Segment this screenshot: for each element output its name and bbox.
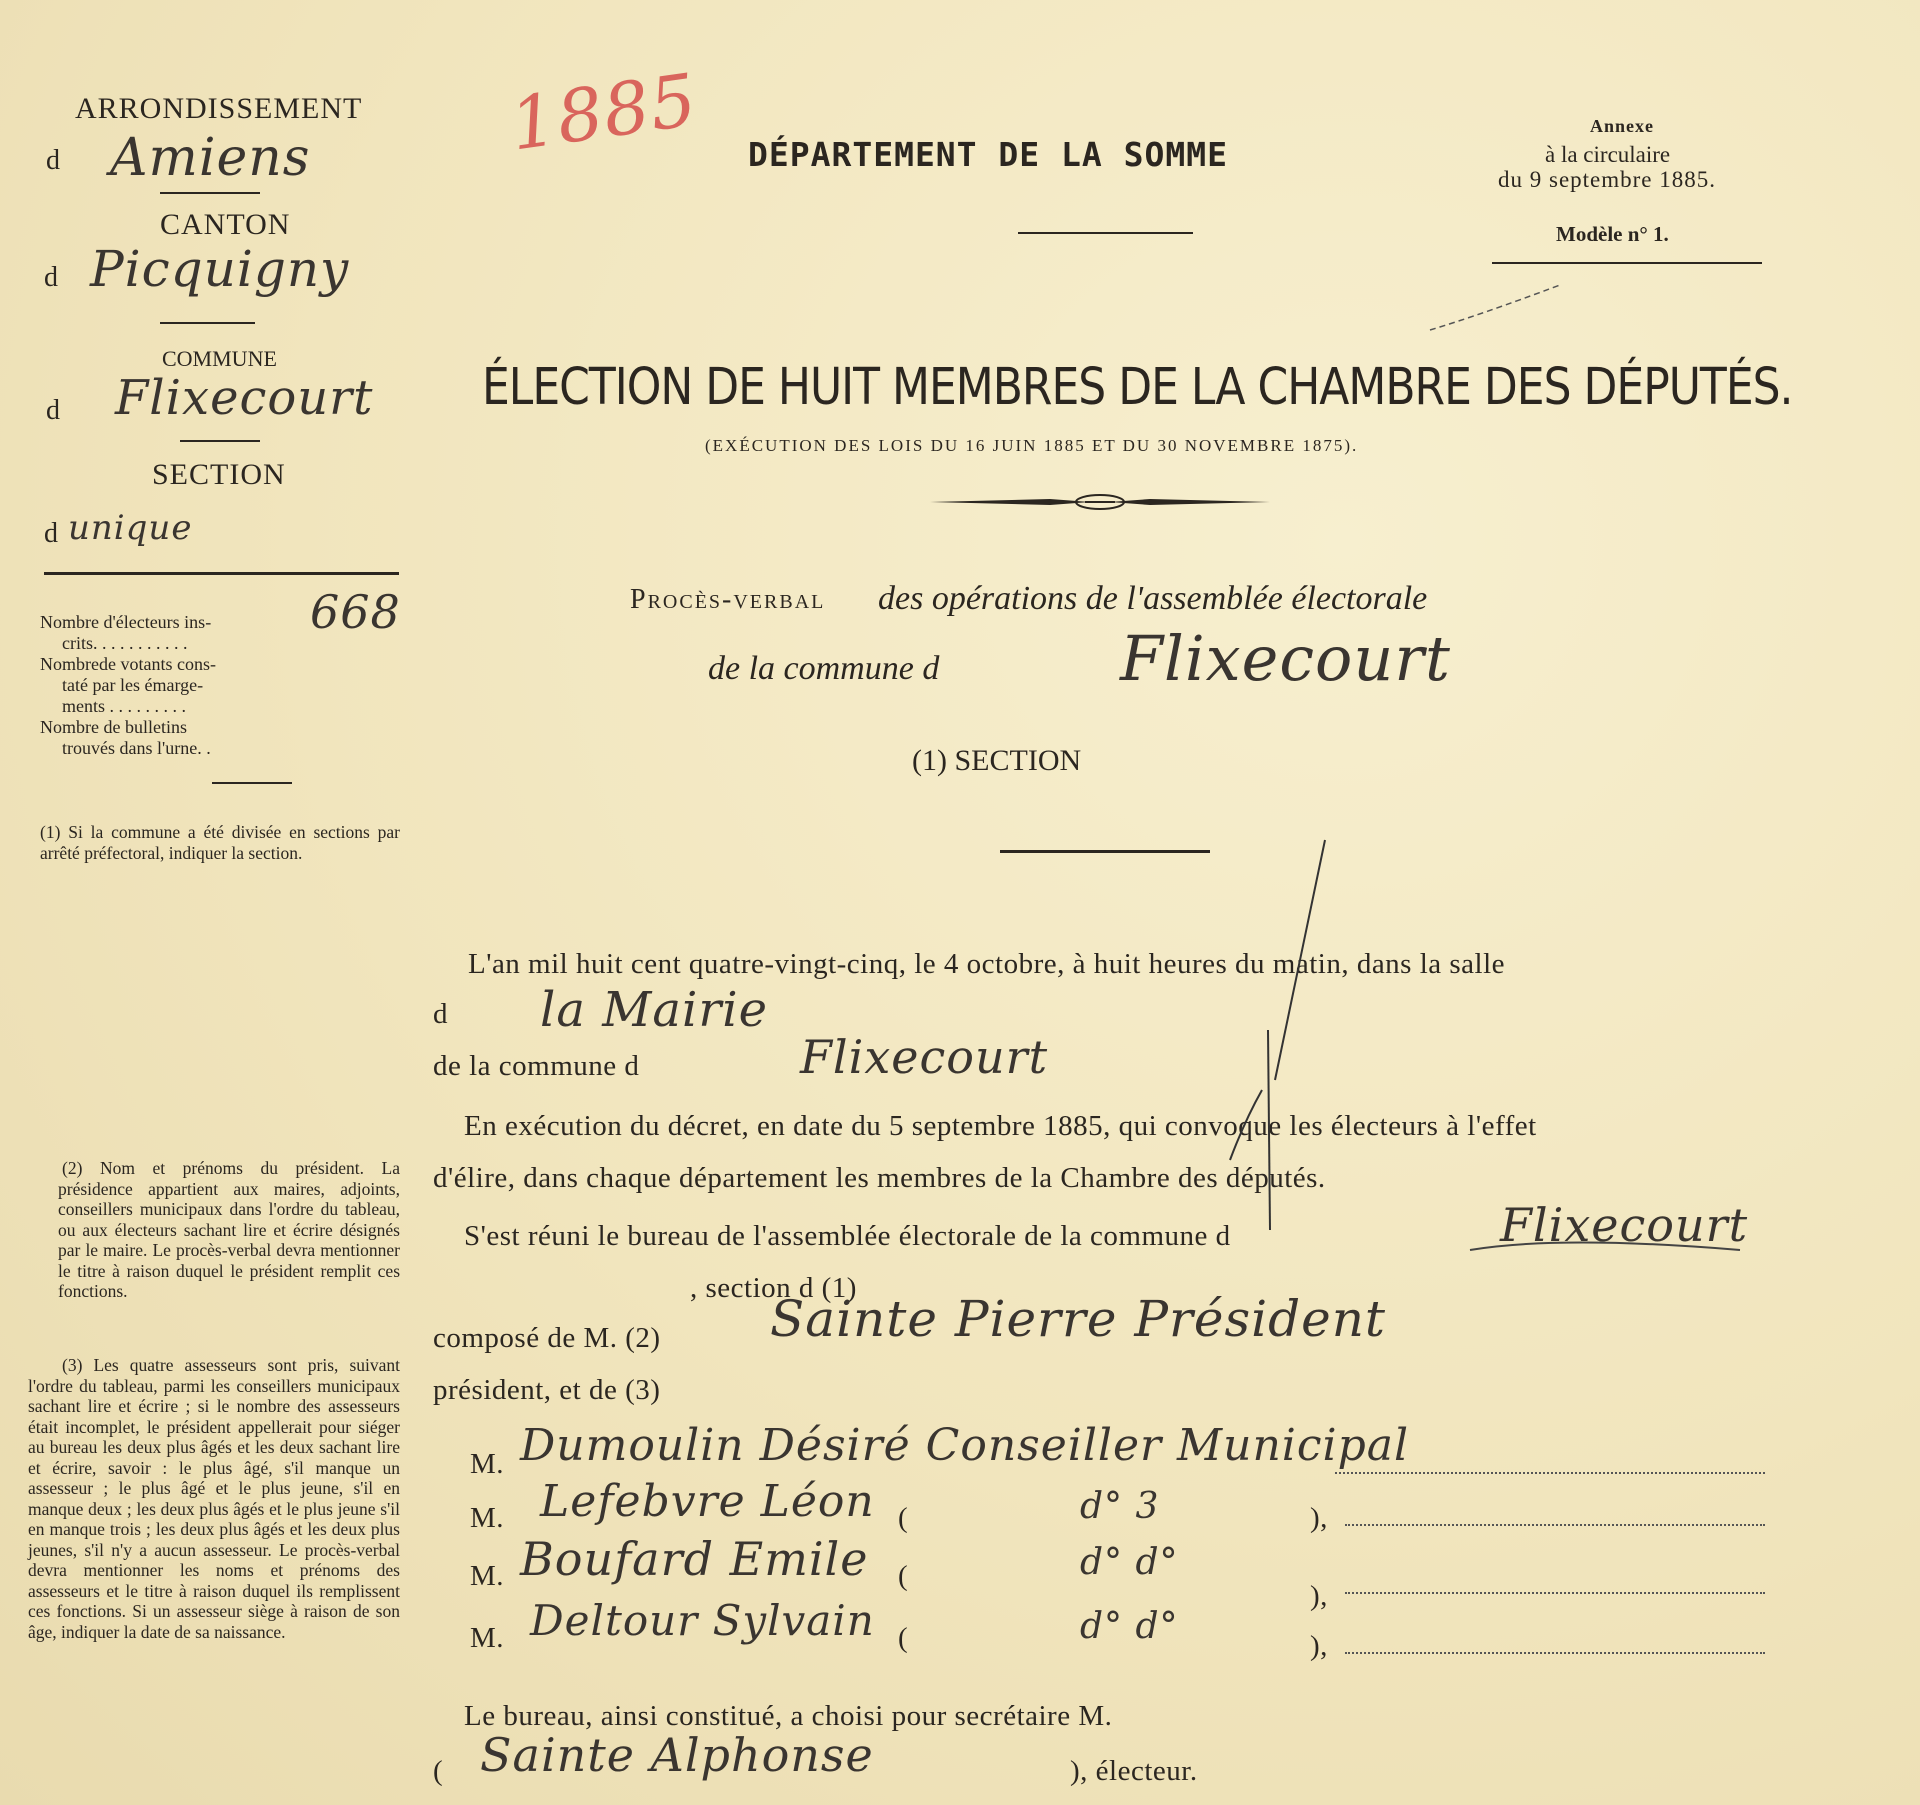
- body-p10: ), électeur.: [1070, 1755, 1198, 1787]
- assessor-1-value: Dumoulin Désiré Conseiller Municipal: [520, 1420, 1410, 1471]
- body-p1: L'an mil huit cent quatre-vingt-cinq, le 4 octobre, à huit heures du matin, dans la salle: [468, 948, 1506, 980]
- body-p5: S'est réuni le bureau de l'assemblée électorale de la commune d: [464, 1220, 1231, 1252]
- body-p9: Le bureau, ainsi constitué, a choisi pour secrétaire M.: [464, 1700, 1113, 1732]
- arrondissement-d-prefix: d: [46, 145, 60, 176]
- arrondissement-label: ARRONDISSEMENT: [75, 92, 363, 125]
- body-p2: de la commune d: [433, 1050, 640, 1082]
- assessor-2-value: Lefebvre Léon: [540, 1476, 875, 1527]
- section-value: unique: [68, 508, 193, 548]
- commune-value-3: Flixecourt: [1500, 1198, 1749, 1252]
- circulaire-date: du 9 septembre 1885.: [1498, 167, 1717, 192]
- footnote-1: (1) Si la commune a été divisée en sections par arrêté préfectoral, indiquer la section.: [40, 822, 400, 863]
- section-d-prefix: d: [44, 518, 58, 549]
- body-p6: , section d (1): [690, 1272, 857, 1304]
- commune-label: COMMUNE: [162, 346, 277, 371]
- stats-line: Nombre d'électeurs ins-: [40, 612, 212, 632]
- commune-d-prefix: d: [46, 395, 60, 426]
- canton-value: Picquigny: [90, 240, 350, 298]
- stats-line: crits. . . . . . . . . . .: [62, 633, 188, 653]
- commune-value-2: Flixecourt: [800, 1030, 1049, 1084]
- assessor-4-open: (: [898, 1622, 909, 1654]
- assessor-3-open: (: [898, 1560, 909, 1592]
- body-d-label: d: [433, 998, 448, 1030]
- assessor-3-m: M.: [470, 1560, 505, 1592]
- section-label: SECTION: [152, 458, 286, 491]
- assessor-4-value: Deltour Sylvain: [530, 1596, 875, 1645]
- footnote-3: (3) Les quatre assesseurs sont pris, suivant l'ordre du tableau, parmi les conseillers municipaux sachant lire et écrire ; si le nombre des assesseurs était incomplet, le président appellerait pour siéger au bureau les deux plus âgés et les deux sachant lire et écrire, savoir : le plus âgé, s'il manque un assesseur ; le plus âgé et le plus jeune, s'il en manque deux ; les deux plus âgés et le plus jeune s'il en manque trois ; les deux plus âgés et les deux plus jeunes, s'il n'y a aucun assesseur. Le procès-verbal devra mentionner les noms et prénoms des assesseurs et le titre à raison duquel ils remplissent ces fonctions. Si un assesseur siège à raison de son âge, indiquer la date de sa naissance.: [28, 1355, 400, 1642]
- assessor-2-note: d° 3: [1080, 1486, 1160, 1527]
- stats-line: ments . . . . . . . . .: [62, 696, 186, 716]
- stats-line: Nombrede votants cons-: [40, 654, 216, 674]
- arrondissement-value: Amiens: [110, 128, 311, 188]
- assessor-3-note: d° d°: [1080, 1542, 1179, 1583]
- stats-line: trouvés dans l'urne. .: [62, 738, 211, 758]
- annexe-label: Annexe: [1590, 116, 1654, 136]
- secretary-open: (: [433, 1755, 444, 1787]
- assessor-4-m: M.: [470, 1622, 505, 1654]
- assessor-1-m: M.: [470, 1448, 505, 1480]
- assessor-4-note: d° d°: [1080, 1606, 1179, 1647]
- body-p8: président, et de (3): [433, 1374, 661, 1406]
- proces-verbal-label: Procès-verbal: [630, 584, 826, 615]
- assessor-3-value: Boufard Emile: [520, 1532, 869, 1586]
- stats-line: Nombre de bulletins: [40, 717, 187, 737]
- assessor-4-close: ),: [1310, 1630, 1328, 1662]
- registered-voters-value: 668: [310, 585, 401, 639]
- section-line: (1) SECTION: [912, 744, 1082, 777]
- pv-line1: des opérations de l'assemblée électorale: [878, 580, 1428, 617]
- election-title: ÉLECTION DE HUIT MEMBRES DE LA CHAMBRE DES DÉPUTÉS.: [482, 358, 1793, 417]
- assessor-2-close: ),: [1310, 1502, 1328, 1534]
- stats-line: taté par les émarge-: [62, 675, 204, 695]
- canton-d-prefix: d: [44, 262, 58, 293]
- secretary-value: Sainte Alphonse: [480, 1728, 874, 1782]
- pv-commune-value: Flixecourt: [1120, 622, 1451, 695]
- assessor-2-m: M.: [470, 1502, 505, 1534]
- assessor-2-open: (: [898, 1502, 909, 1534]
- red-year-stamp: 1885: [505, 57, 703, 167]
- election-subtitle: (EXÉCUTION DES LOIS DU 16 JUIN 1885 ET DU 30 NOVEMBRE 1875).: [705, 436, 1359, 455]
- assessor-3-close: ),: [1310, 1580, 1328, 1612]
- body-p4: d'élire, dans chaque département les membres de la Chambre des députés.: [433, 1162, 1326, 1194]
- modele-label: Modèle n° 1.: [1556, 222, 1669, 246]
- pv-line2: de la commune d: [708, 650, 940, 687]
- circulaire-label: à la circulaire: [1545, 142, 1671, 167]
- department-heading: DÉPARTEMENT DE LA SOMME: [748, 135, 1228, 174]
- salle-value: la Mairie: [540, 982, 769, 1038]
- body-p3: En exécution du décret, en date du 5 septembre 1885, qui convoque les électeurs à l'effet: [464, 1110, 1537, 1142]
- commune-value: Flixecourt: [115, 370, 374, 426]
- body-p7: composé de M. (2): [433, 1322, 661, 1354]
- president-value: Sainte Pierre Président: [770, 1290, 1387, 1348]
- footnote-2: (2) Nom et prénoms du président. La présidence appartient aux maires, adjoints, conseillers municipaux dans l'ordre du tableau, ou aux électeurs sachant lire et écrire désignés par le maire. Le procès-verbal devra mentionner le titre à raison duquel le président remplit ces fonctions.: [58, 1158, 400, 1301]
- canton-label: CANTON: [160, 208, 291, 241]
